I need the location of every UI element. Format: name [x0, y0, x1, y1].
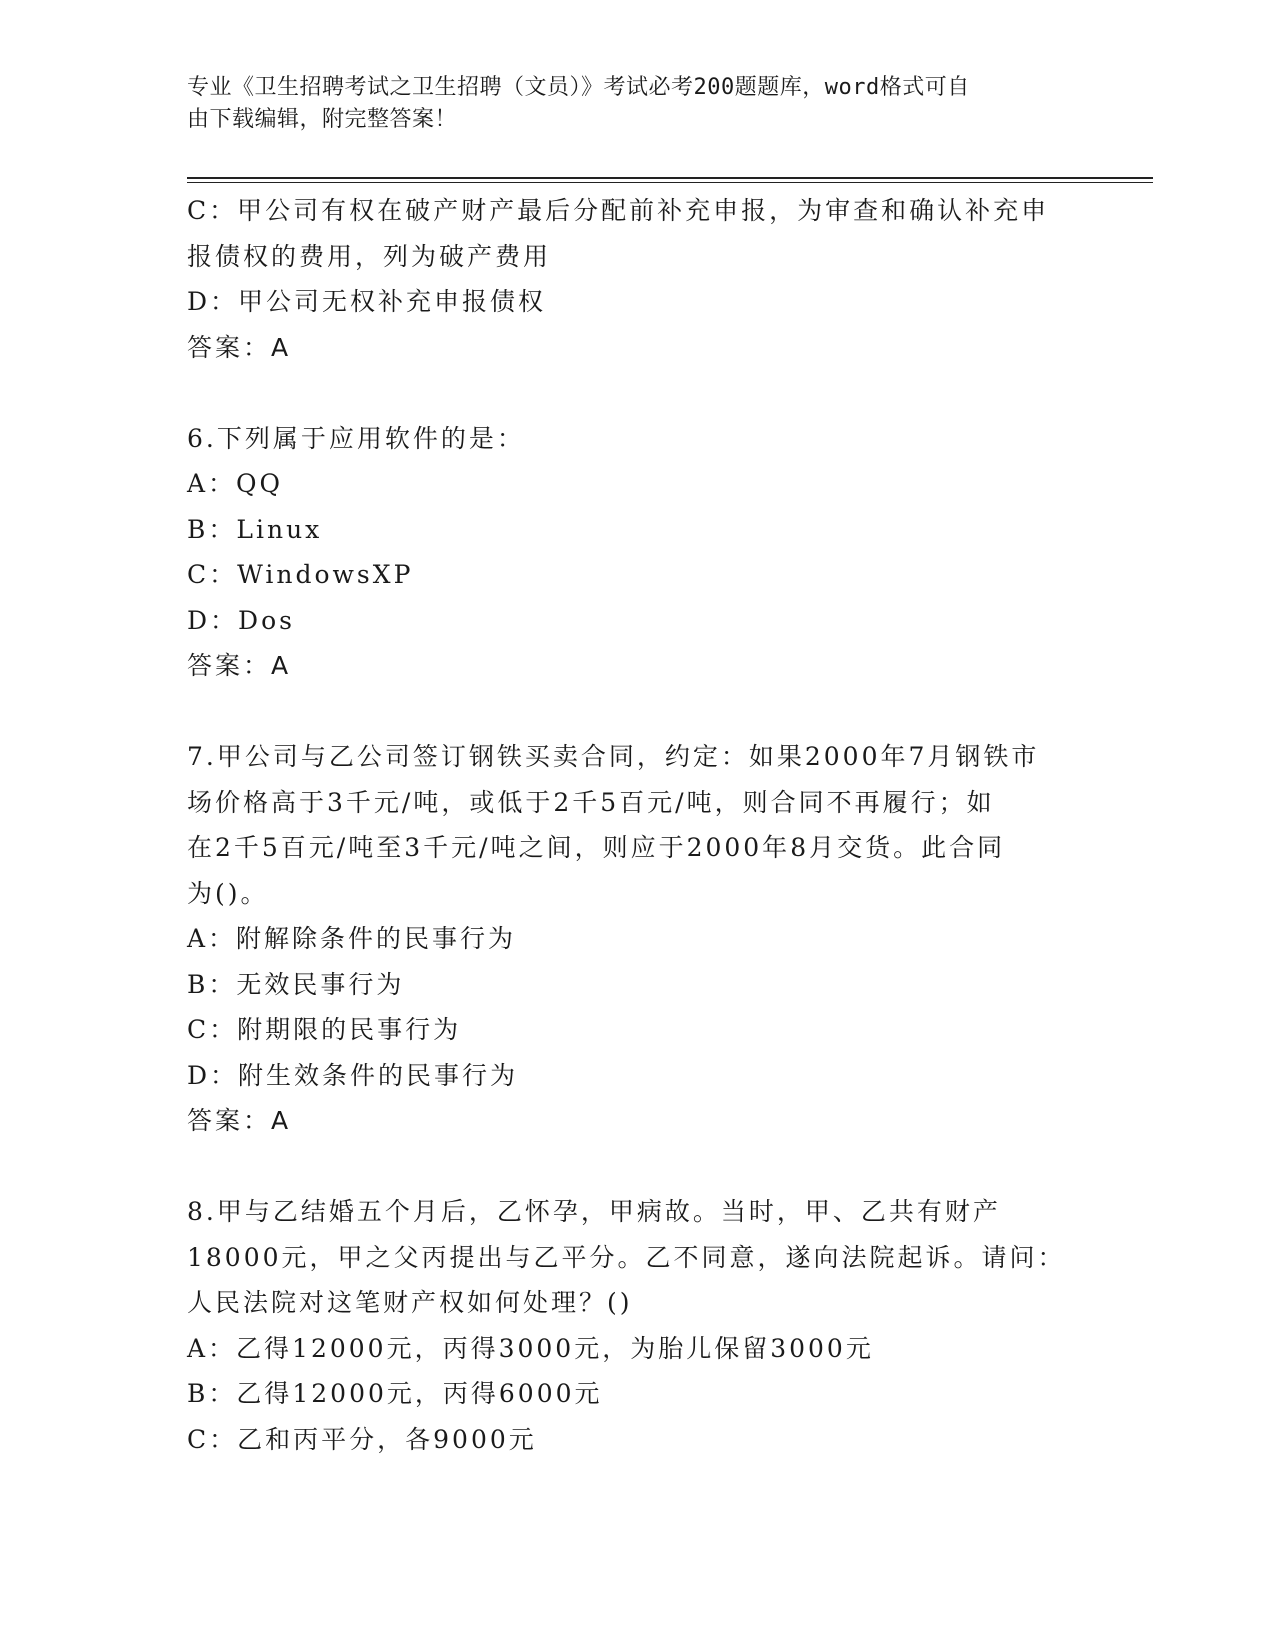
option-b: B：Linux	[187, 514, 323, 544]
option-c-line-2: 报债权的费用，列为破产费用	[187, 241, 552, 271]
question-8-stem-line-1: 8.甲与乙结婚五个月后，乙怀孕，甲病故。当时，甲、乙共有财产	[187, 1197, 1001, 1226]
option-d: D：甲公司无权补充申报债权	[187, 287, 547, 316]
answer-line: 答案：A	[187, 651, 292, 680]
question-7-stem-line-4: 为()。	[187, 878, 269, 908]
option-c: C：乙和丙平分，各9000元	[187, 1424, 537, 1454]
option-c-line-1: C：甲公司有权在破产财产最后分配前补充申报，为审查和确认补充申	[187, 196, 1050, 225]
option-a: A：附解除条件的民事行为	[187, 924, 517, 953]
question-8-stem-line-2: 18000元，甲之父丙提出与乙平分。乙不同意，遂向法院起诉。请问：	[187, 1242, 1066, 1272]
document-header	[187, 72, 1067, 136]
question-8-stem-line-3: 人民法院对这笔财产权如何处理？()	[187, 1288, 633, 1317]
header-line-1: 专业《卫生招聘考试之卫生招聘（文员）》考试必考200题题库，word格式可自	[187, 75, 970, 100]
header-rule-thick	[187, 177, 1153, 179]
option-b: B：乙得12000元，丙得6000元	[187, 1379, 603, 1408]
question-7-stem-line-1: 7.甲公司与乙公司签订钢铁买卖合同，约定：如果2000年7月钢铁市	[187, 742, 1040, 771]
spacer	[187, 1144, 1067, 1190]
header-line-2: 由下载编辑，附完整答案！	[187, 107, 458, 132]
option-a: A：乙得12000元，丙得3000元，为胎儿保留3000元	[187, 1333, 874, 1363]
option-c: C：WindowsXP	[187, 560, 414, 589]
option-c: C：附期限的民事行为	[187, 1015, 462, 1044]
answer-line: 答案：A	[187, 1106, 292, 1135]
spacer	[187, 370, 1067, 416]
question-6-stem: 6.下列属于应用软件的是：	[187, 423, 525, 453]
question-content	[187, 188, 1067, 1462]
answer-line: 答案：A	[187, 332, 292, 362]
option-d: D：附生效条件的民事行为	[187, 1060, 519, 1090]
header-rule-thin	[187, 182, 1153, 183]
question-7-stem-line-2: 场价格高于3千元/吨，或低于2千5百元/吨，则合同不再履行；如	[187, 787, 995, 817]
spacer	[187, 689, 1067, 735]
option-b: B：无效民事行为	[187, 969, 405, 999]
option-d: D：Dos	[187, 605, 295, 635]
option-a: A：QQ	[187, 469, 284, 498]
question-7-stem-line-3: 在2千5百元/吨至3千元/吨之间，则应于2000年8月交货。此合同	[187, 833, 1006, 862]
